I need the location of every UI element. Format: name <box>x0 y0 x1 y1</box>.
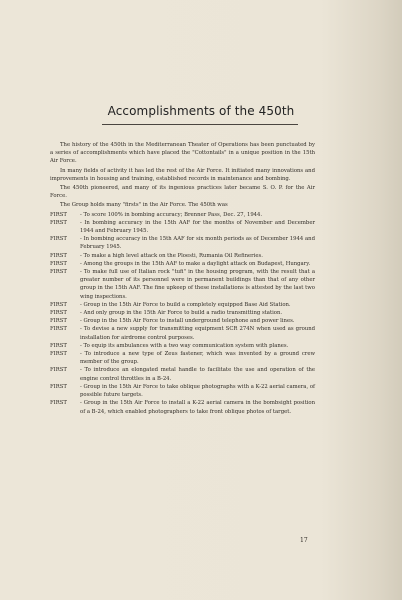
first-label: FIRST <box>50 351 67 358</box>
first-text: - Group in the 15th Air Force to install underground telephone and power lines. <box>80 318 295 325</box>
first-list-item <box>50 211 315 219</box>
intro-paragraph: The 450th pioneered, and many of its ingenious practices later became S. O. P. for the Air Force. <box>50 185 315 200</box>
first-label: FIRST <box>50 326 67 333</box>
first-label: FIRST <box>50 211 67 218</box>
first-label: FIRST <box>50 260 67 267</box>
first-text: - To equip its ambulances with a two way communication system with planes. <box>80 342 289 349</box>
first-text: - To score 100% in bombing accuracy; Brenner Pass, Dec. 27, 1944. <box>80 211 263 218</box>
first-text: - To make a high level attack on the Ploesti, Rumania Oil Refineries. <box>80 252 263 259</box>
first-list-item <box>50 309 315 317</box>
first-list-item <box>50 325 315 341</box>
first-list-item <box>50 350 315 366</box>
first-list-item <box>50 399 315 415</box>
first-list-item <box>50 252 315 260</box>
first-text: - Group in the 15th Air Force to take oblique photographs with a K-22 aerial camera, of possible future targets. <box>80 383 315 399</box>
first-text: - Among the groups in the 15th AAF to make a daylight attack on Budapest, Hungary. <box>80 260 311 267</box>
first-list-item <box>50 235 315 251</box>
first-text: - Group in the 15th Air Force to build a completely equipped Base Aid Station. <box>80 301 291 308</box>
intro-paragraph: In many fields of activity it has led the rest of the Air Force. It initiated many innovations and improvements in housing and training, established records in maintenance and bombing. <box>50 167 315 182</box>
first-label: FIRST <box>50 219 67 226</box>
title-underline <box>102 124 298 125</box>
first-text: - In bombing accuracy in the 15th AAF for six month periods as of December 1944 and February 1945. <box>80 236 315 251</box>
document-body <box>50 141 315 416</box>
first-list-item <box>50 301 315 309</box>
intro-paragraph: The Group holds many "firsts" in the Air Force. The 450th was <box>60 202 228 209</box>
first-label: FIRST <box>50 301 67 308</box>
first-list-item <box>50 383 315 399</box>
first-text: - And only group in the 15th Air Force to build a radio transmitting station. <box>80 310 283 317</box>
first-list-item <box>50 219 315 235</box>
first-list-item <box>50 317 315 325</box>
first-label: FIRST <box>50 310 67 317</box>
first-label: FIRST <box>50 269 67 276</box>
first-list-item <box>50 268 315 301</box>
first-text: - To devise a new supply for transmitting equipment SCR 274N when used as ground installation for airdrome control purposes. <box>80 326 315 341</box>
first-text: - To introduce an elongated metal handle to facilitate the use and operation of the engine control throttles in a B-24. <box>80 367 315 382</box>
page-number: 17 <box>300 537 308 544</box>
first-list-item <box>50 342 315 350</box>
intro-paragraph: The history of the 450th in the Mediterranean Theater of Operations has been punctuated by a series of accomplishments which have placed the "Cottontails" in a unique position in the 15th Air Force. <box>50 142 315 165</box>
first-text: - To make full use of Italian rock "tufi" in the housing program, with the result that a greater number of its personnel were in permanent buildings than that of any other group in the 15th AAF. The fine upkeep of these installations is attested by the last two wing inspections. <box>80 269 315 300</box>
page-title: Accomplishments of the 450th <box>107 104 295 118</box>
first-label: FIRST <box>50 383 67 390</box>
first-label: FIRST <box>50 236 67 243</box>
first-text: - Group in the 15th Air Force to install a K-22 aerial camera in the bombsight position of a B-24, which enabled photographers to take front oblique photos of target. <box>80 400 315 415</box>
first-text: - In bombing accuracy in the 15th AAF for the months of November and December 1944 and February 1945. <box>80 219 315 235</box>
first-label: FIRST <box>50 400 67 407</box>
first-label: FIRST <box>50 318 67 325</box>
first-list-item <box>50 260 315 268</box>
first-label: FIRST <box>50 252 67 259</box>
first-text: - To introduce a new type of Zeus fastener, which was invented by a ground crew member of the group. <box>80 351 315 366</box>
first-list-item <box>50 366 315 382</box>
first-label: FIRST <box>50 342 67 349</box>
first-label: FIRST <box>50 367 67 374</box>
